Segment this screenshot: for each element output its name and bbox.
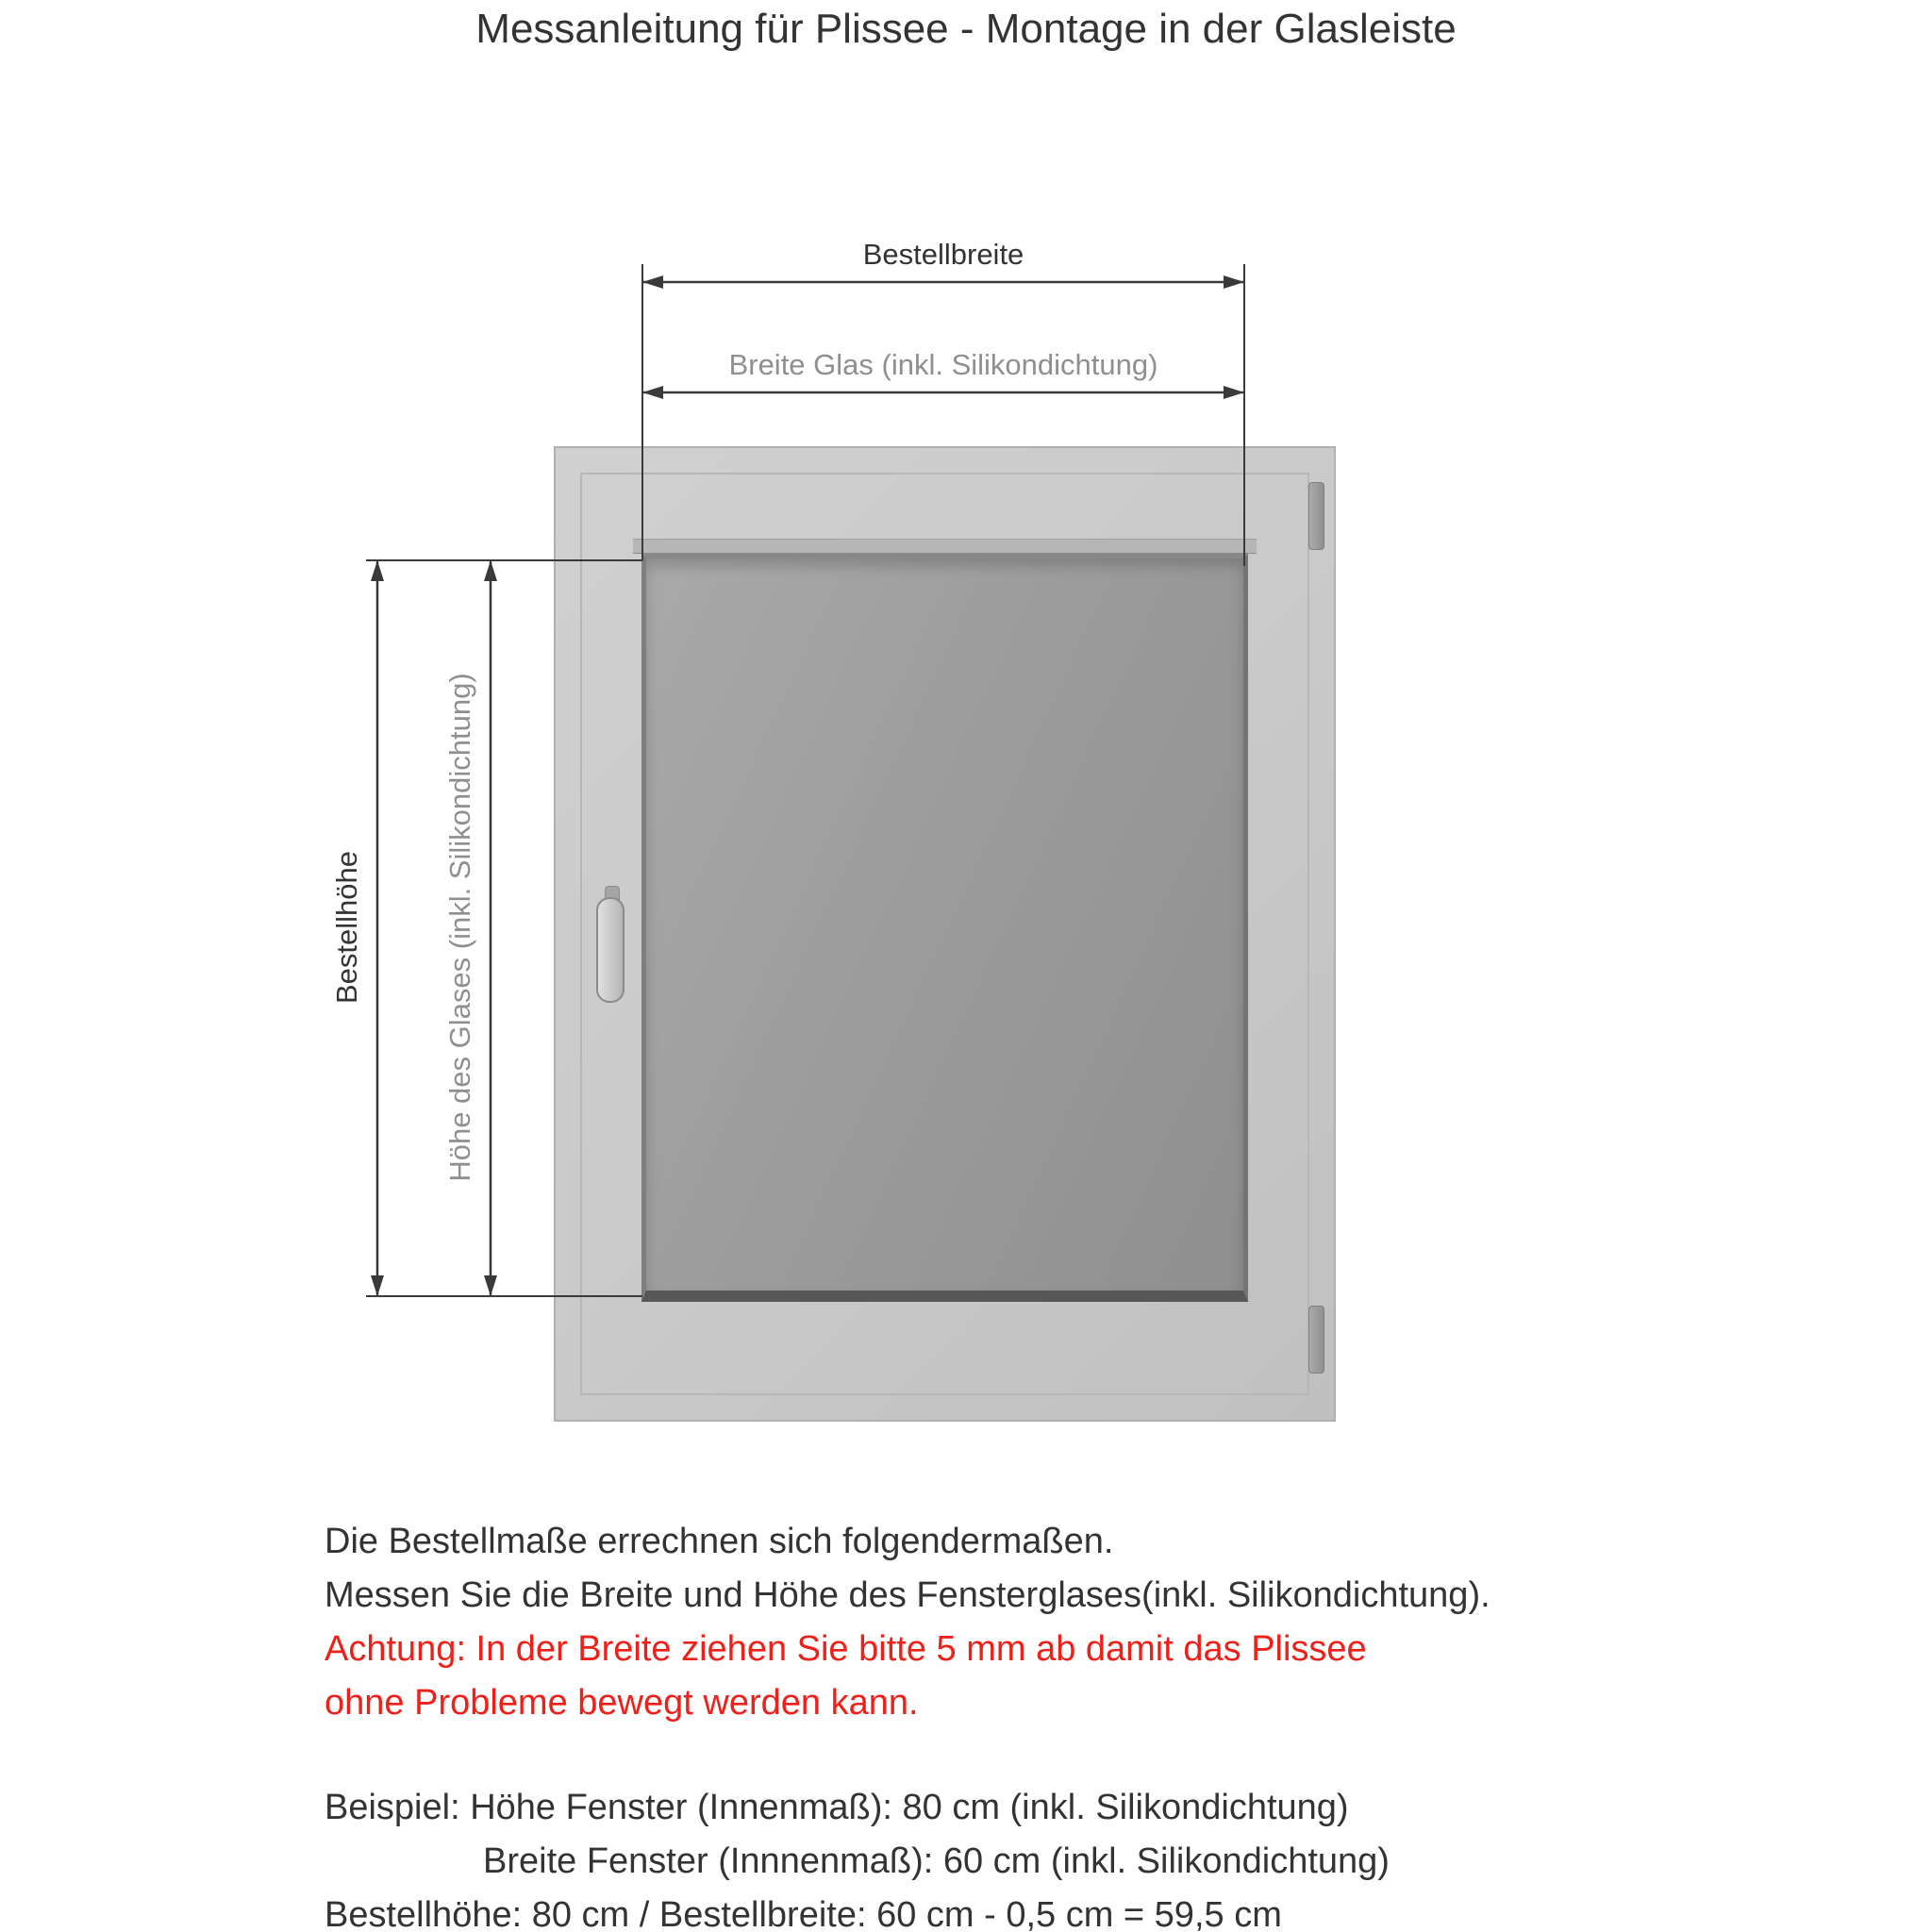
window-handle: [596, 897, 625, 1003]
window-illustration: [554, 446, 1336, 1422]
spacer: [325, 1730, 1491, 1781]
window-hinge-bottom: [1308, 1306, 1324, 1374]
window-hinge-top: [1308, 482, 1324, 550]
instruction-line-1: Die Bestellmaße errechnen sich folgendermaßen.: [325, 1522, 1114, 1561]
example-line-1: Beispiel: Höhe Fenster (Innenmaß): 80 cm (inkl. Silikondichtung): [325, 1788, 1349, 1827]
glass-width-label: Breite Glas (inkl. Silikondichtung): [728, 348, 1158, 381]
instruction-line-2: Messen Sie die Breite und Höhe des Fensterglases(inkl. Silikondichtung).: [325, 1575, 1491, 1615]
order-height-label: Bestellhöhe: [330, 850, 363, 1005]
instructions-block: [325, 1515, 1491, 1932]
order-width-label: Bestellbreite: [862, 238, 1024, 271]
page-title: Messanleitung für Plissee - Montage in der Glasleiste: [475, 6, 1457, 52]
glass-height-label: Höhe des Glases (inkl. Silikondichtung): [443, 673, 476, 1182]
warning-line-1: Achtung: In der Breite ziehen Sie bitte 5 mm ab damit das Plissee: [325, 1629, 1367, 1669]
warning-line-2: ohne Probleme bewegt werden kann.: [325, 1683, 919, 1723]
example-line-3: Bestellhöhe: 80 cm / Bestellbreite: 60 cm - 0,5 cm = 59,5 cm: [325, 1895, 1282, 1932]
glazing-bead: [633, 539, 1257, 554]
example-line-2: Breite Fenster (Innnenmaß): 60 cm (inkl. Silikondichtung): [483, 1841, 1390, 1881]
window-glass: [641, 554, 1248, 1302]
